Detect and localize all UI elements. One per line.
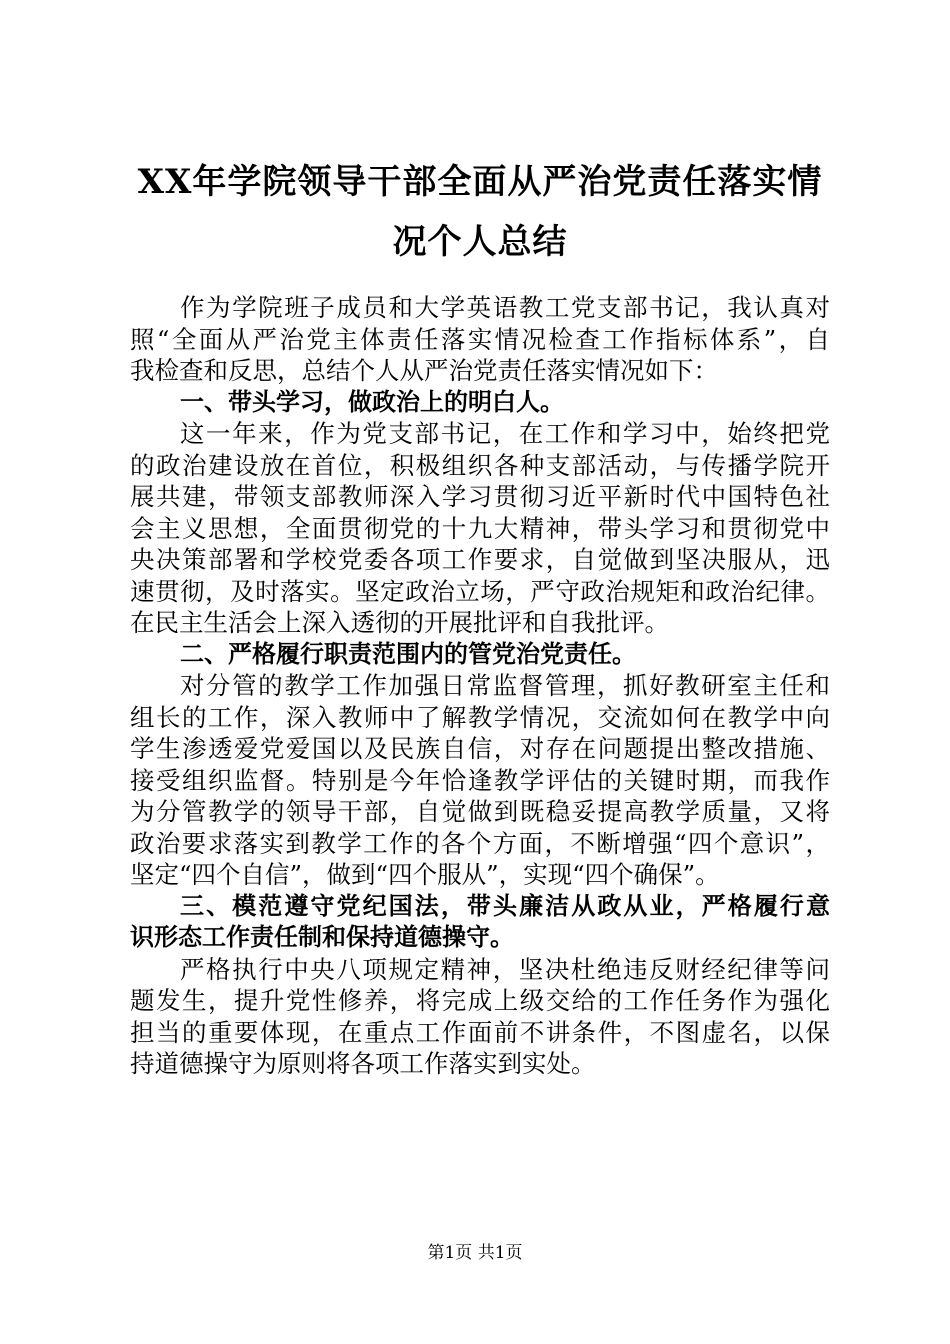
paragraph-line: 央决策部署和学校党委各项工作要求，自觉做到坚决服从，迅 [130,545,830,574]
paragraph-line: 速贯彻，及时落实。坚定政治立场，严守政治规矩和政治纪律。 [130,576,830,606]
paragraph-line: 我检查和反思，总结个人从严治党责任落实情况如下： [130,356,718,385]
page-footer: 第1页 共1页 [427,1243,523,1263]
paragraph-line: 组长的工作，深入教师中了解教学情况，交流如何在教学中向 [130,702,830,732]
document-title-line-2: 况个人总结 [392,222,568,262]
paragraph-line: 接受组织监督。特别是今年恰逢教学评估的关键时期，而我作 [130,765,830,795]
section-heading-1: 一、带头学习，做政治上的明白人。 [180,387,564,416]
section-heading-3: 三、模范遵守党纪国法，带头廉洁从政从业，严格履行意 [180,891,830,920]
document-body [130,292,830,1080]
paragraph-line: 政治要求落实到教学工作的各个方面，不断增强“四个意识”， [130,828,830,858]
paragraph-line: 题发生，提升党性修养，将完成上级交给的工作任务作为强化 [130,986,830,1015]
paragraph-line: 对分管的教学工作加强日常监督管理，抓好教研室主任和 [180,671,830,700]
paragraph-line: 展共建，带领支部教师深入学习贯彻习近平新时代中国特色社 [130,482,830,511]
paragraph-line: 在民主生活会上深入透彻的开展批评和自我批评。 [130,608,669,637]
paragraph-line: 学生渗透爱党爱国以及民族自信，对存在问题提出整改措施、 [130,734,830,763]
paragraph-line: 的政治建设放在首位，积极组织各种支部活动，与传播学院开 [130,450,830,480]
paragraph-line: 作为学院班子成员和大学英语教工党支部书记，我认真对 [180,293,830,322]
paragraph-line: 为分管教学的领导干部，自觉做到既稳妥提高教学质量，又将 [130,797,830,826]
paragraph-line: 照“全面从严治党主体责任落实情况检查工作指标体系”，自 [130,324,830,354]
paragraph-line: 持道德操守为原则将各项工作落实到实处。 [130,1049,596,1078]
document-title-line-1: XX年学院领导干部全面从严治党责任落实情 [137,162,823,202]
paragraph-line: 会主义思想，全面贯彻党的十九大精神，带头学习和贯彻党中 [130,513,830,543]
paragraph-line: 坚定“四个自信”，做到“四个服从”，实现“四个确保”。 [130,860,720,889]
section-heading-2: 二、严格履行职责范围内的管党治党责任。 [180,639,636,668]
paragraph-line: 担当的重要体现，在重点工作面前不讲条件，不图虚名，以保 [130,1017,830,1047]
paragraph-line: 这一年来，作为党支部书记，在工作和学习中，始终把党 [180,419,830,448]
paragraph-line: 严格执行中央八项规定精神，坚决杜绝违反财经纪律等问 [180,954,830,984]
section-heading-3-continued: 识形态工作责任制和保持道德操守。 [130,923,514,951]
